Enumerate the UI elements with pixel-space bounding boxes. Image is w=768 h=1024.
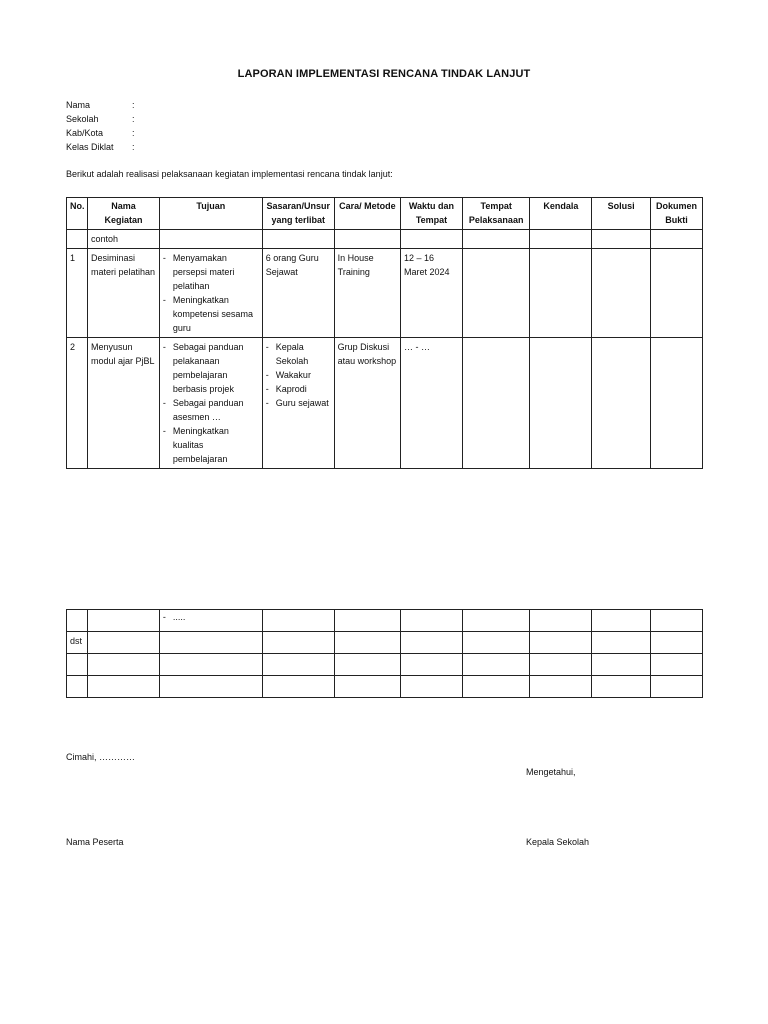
- table-cell: [592, 676, 651, 698]
- table-cell: 6 orang Guru Sejawat: [262, 249, 334, 338]
- table-cell: [650, 249, 702, 338]
- list-item: - Menyamakan persepsi materi pelatihan: [163, 251, 259, 293]
- table-row-example: [67, 230, 703, 249]
- table-cell: contoh: [88, 230, 160, 249]
- table-cell: [530, 249, 592, 338]
- table-cell: [159, 230, 262, 249]
- table-cell: [650, 610, 702, 632]
- header-cell: Cara/ Metode: [334, 198, 400, 230]
- table-cell: Grup Diskusi atau workshop: [334, 338, 400, 469]
- table-cell: [334, 654, 400, 676]
- list-item: - Wakakur: [266, 368, 331, 382]
- table-cell: 1: [67, 249, 88, 338]
- table-cell: [401, 610, 463, 632]
- table-row: [67, 249, 703, 338]
- list-item: - Meningkatkan kualitas pembelajaran: [163, 424, 259, 466]
- table-cell: [401, 632, 463, 654]
- table-cell: [530, 632, 592, 654]
- table-cell: [592, 654, 651, 676]
- participant-signature-label: Nama Peserta: [66, 837, 124, 847]
- table-cell: [401, 230, 463, 249]
- table-cell: [592, 338, 651, 469]
- table-cell: [530, 230, 592, 249]
- header-cell: Waktu dan Tempat: [401, 198, 463, 230]
- table-cell: [462, 676, 529, 698]
- info-row-kelas: [66, 140, 135, 154]
- list-item: - .....: [163, 610, 259, 624]
- table-cell: [67, 654, 88, 676]
- info-colon: :: [132, 128, 135, 138]
- table-cell: [462, 632, 529, 654]
- table-cell: [462, 249, 529, 338]
- list-item: - Sebagai panduan asesmen …: [163, 396, 259, 424]
- table-cell: [159, 610, 262, 632]
- tujuan-list: [163, 251, 259, 335]
- table-cell: [462, 610, 529, 632]
- info-label: Nama: [66, 100, 91, 110]
- header-cell: No.: [67, 198, 88, 230]
- list-item: - Guru sejawat: [266, 396, 331, 410]
- info-label: Sekolah: [66, 114, 99, 124]
- table-cell: [592, 610, 651, 632]
- table-cell: [530, 676, 592, 698]
- tujuan-list: [163, 610, 259, 624]
- table-cell: dst: [67, 632, 88, 654]
- table-cell: [334, 230, 400, 249]
- table-cell: … - …: [401, 338, 463, 469]
- table-cell: [67, 610, 88, 632]
- header-cell: Tujuan: [159, 198, 262, 230]
- table-cell: [159, 654, 262, 676]
- table-cell: [262, 338, 334, 469]
- table-cell: [530, 610, 592, 632]
- table-cell: [530, 654, 592, 676]
- table-cell: [159, 632, 262, 654]
- sasaran-list: [266, 340, 331, 410]
- rtl-table: [66, 197, 703, 469]
- table-cell: In House Training: [334, 249, 400, 338]
- list-item: - Meningkatkan kompetensi sesama guru: [163, 293, 259, 335]
- table-cell: Desiminasi materi pelatihan: [88, 249, 160, 338]
- table-cell: [592, 230, 651, 249]
- table-cell: 12 – 16 Maret 2024: [401, 249, 463, 338]
- info-row-kabkota: [66, 126, 135, 140]
- info-colon: :: [132, 142, 135, 152]
- table-cell: [650, 338, 702, 469]
- info-row-sekolah: [66, 112, 135, 126]
- participant-info: [66, 98, 135, 154]
- table-row: [67, 338, 703, 469]
- table-cell: [592, 249, 651, 338]
- table-row: [67, 610, 703, 632]
- table-header-row: [67, 198, 703, 230]
- header-cell: Nama Kegiatan: [88, 198, 160, 230]
- table-cell: [334, 610, 400, 632]
- info-label: Kelas Diklat: [66, 142, 114, 152]
- table-cell: [88, 632, 160, 654]
- table-row: [67, 654, 703, 676]
- table-cell: [159, 249, 262, 338]
- principal-signature-label: Kepala Sekolah: [526, 837, 590, 847]
- list-item: - Sebagai panduan pelakanaan pembelajaran berbasis projek: [163, 340, 259, 396]
- table-cell: [462, 338, 529, 469]
- table-cell: [262, 654, 334, 676]
- table-cell: Menyusun modul ajar PjBL: [88, 338, 160, 469]
- header-cell: Sasaran/Unsur yang terlibat: [262, 198, 334, 230]
- table-cell: [650, 632, 702, 654]
- table-cell: [67, 230, 88, 249]
- table-cell: [262, 230, 334, 249]
- intro-text: Berikut adalah realisasi pelaksanaan kegiatan implementasi rencana tindak lanjut:: [66, 169, 393, 179]
- header-cell: Tempat Pelaksanaan: [462, 198, 529, 230]
- header-cell: Solusi: [592, 198, 651, 230]
- table-cell: [262, 676, 334, 698]
- table-row: [67, 676, 703, 698]
- table-row: [67, 632, 703, 654]
- table-cell: [67, 676, 88, 698]
- tujuan-list: [163, 340, 259, 466]
- table-cell: [159, 676, 262, 698]
- rtl-table-continuation: [66, 609, 703, 698]
- table-cell: [88, 610, 160, 632]
- info-label: Kab/Kota: [66, 128, 104, 138]
- mengetahui-label: Mengetahui,: [526, 767, 576, 777]
- table-cell: [262, 610, 334, 632]
- table-cell: [462, 654, 529, 676]
- table-cell: [88, 676, 160, 698]
- table-cell: [650, 230, 702, 249]
- list-item: - Kepala Sekolah: [266, 340, 331, 368]
- info-colon: :: [132, 100, 135, 110]
- header-cell: Kendala: [530, 198, 592, 230]
- table-cell: [159, 338, 262, 469]
- table-cell: [530, 338, 592, 469]
- table-cell: [334, 632, 400, 654]
- info-row-nama: [66, 98, 135, 112]
- table-cell: 2: [67, 338, 88, 469]
- table-cell: [262, 632, 334, 654]
- table-cell: [650, 676, 702, 698]
- table-cell: [650, 654, 702, 676]
- table-cell: [401, 676, 463, 698]
- table-cell: [401, 654, 463, 676]
- place-date: Cimahi, …………: [66, 752, 136, 762]
- table-cell: [334, 676, 400, 698]
- table-cell: [88, 654, 160, 676]
- header-cell: Dokumen Bukti: [650, 198, 702, 230]
- list-item: - Kaprodi: [266, 382, 331, 396]
- document-title: LAPORAN IMPLEMENTASI RENCANA TINDAK LANJUT: [237, 68, 531, 80]
- table-cell: [592, 632, 651, 654]
- table-cell: [462, 230, 529, 249]
- info-colon: :: [132, 114, 135, 124]
